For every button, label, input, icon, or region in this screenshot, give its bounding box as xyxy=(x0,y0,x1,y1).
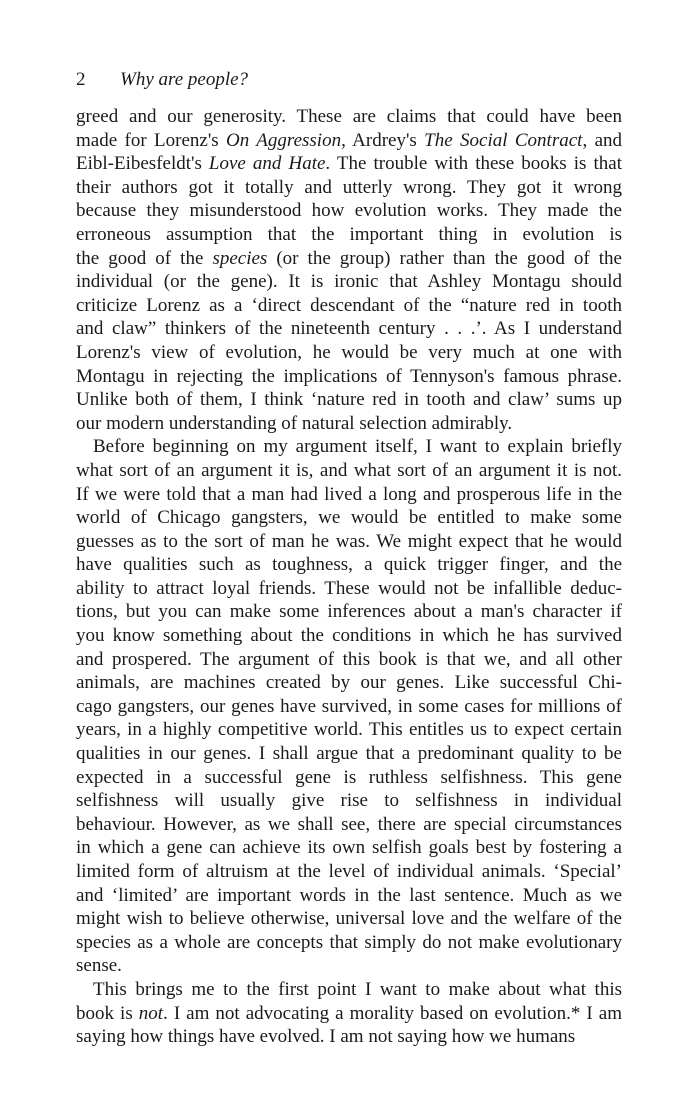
text-run: erroneous assumption that the important thing in evolution is xyxy=(76,223,622,245)
body-text xyxy=(76,105,622,1049)
text-run: because they misunderstood how evolution works. They made the xyxy=(76,200,622,222)
text-run: species as a whole are concepts that simply do not make evolutionary xyxy=(76,931,622,953)
paragraph xyxy=(76,978,622,1049)
text-line xyxy=(76,648,622,672)
text-line xyxy=(76,506,622,530)
text-line xyxy=(76,577,622,601)
text-run: our modern understanding of natural selection admirably. xyxy=(76,412,513,434)
text-run: Before beginning on my argument itself, I want to explain briefly xyxy=(93,436,622,458)
text-line xyxy=(76,199,622,223)
italic-text: On Aggression xyxy=(226,129,342,151)
text-line xyxy=(76,530,622,554)
text-run: saying how things have evolved. I am not saying how we humans xyxy=(76,1026,576,1048)
text-run: individual (or the gene). It is ironic that Ashley Montagu should xyxy=(76,271,622,293)
text-run: in which a gene can achieve its own selfish goals best by fostering a xyxy=(76,837,622,859)
text-run: and ‘limited’ are important words in the last sentence. Much as we xyxy=(76,884,622,906)
text-run: (or the group) rather than the good of the xyxy=(267,247,622,269)
text-line xyxy=(76,553,622,577)
text-run: the good of the xyxy=(76,247,213,269)
text-line xyxy=(76,884,622,908)
text-run: , and xyxy=(582,129,623,151)
text-line xyxy=(76,483,622,507)
text-run: This brings me to the first point I want to make about what this xyxy=(93,978,622,1000)
chapter-title: Why are people? xyxy=(120,69,249,90)
text-run: limited form of altruism at the level of individual animals. ‘Special’ xyxy=(76,861,622,882)
text-line xyxy=(76,671,622,695)
text-line xyxy=(76,600,622,624)
text-run: . The trouble with these books is that xyxy=(325,153,622,175)
paragraph xyxy=(76,435,622,978)
italic-text: Love and Hate xyxy=(208,153,326,175)
text-run: behaviour. However, as we shall see, there are special circumstances xyxy=(76,813,622,835)
text-line xyxy=(76,931,622,955)
page-number: 2 xyxy=(76,69,86,90)
text-line xyxy=(76,435,622,459)
text-line xyxy=(76,459,622,483)
text-run: ability to attract loyal friends. These would not be infallible deduc- xyxy=(76,577,622,599)
paragraph xyxy=(76,105,622,435)
text-line xyxy=(76,813,622,837)
italic-text: species xyxy=(212,247,268,269)
text-run: selfishness will usually give rise to selfishness in individual xyxy=(76,790,622,812)
text-line xyxy=(76,624,622,648)
text-run: guesses as to the sort of man he was. We might expect that he would xyxy=(76,530,622,552)
text-run: criticize Lorenz as a ‘direct descendant of the “nature red in tooth xyxy=(76,294,622,316)
text-line xyxy=(76,1002,622,1026)
text-line xyxy=(76,105,622,129)
text-line xyxy=(76,766,622,790)
text-run: and prospered. The argument of this book is that we, and all other xyxy=(76,648,622,670)
text-run: years, in a highly competitive world. This entitles us to expect certain xyxy=(76,719,622,741)
text-run: and claw” thinkers of the nineteenth century . . .’. As I understand xyxy=(76,318,622,340)
text-line xyxy=(76,789,622,813)
text-run: sense. xyxy=(76,955,122,977)
text-run: their authors got it totally and utterly wrong. They got it wrong xyxy=(76,176,622,198)
text-run: made for Lorenz's xyxy=(76,129,227,151)
text-run: book is xyxy=(76,1002,139,1024)
text-line xyxy=(76,317,622,341)
text-line xyxy=(76,907,622,931)
text-line xyxy=(76,365,622,389)
text-line xyxy=(76,954,622,978)
text-run: Montagu in rejecting the implications of Tennyson's famous phrase. xyxy=(76,365,622,387)
italic-text: not xyxy=(138,1002,164,1024)
text-run: you know something about the conditions in which he has survived xyxy=(76,625,622,647)
text-line xyxy=(76,412,622,436)
text-line xyxy=(76,695,622,719)
text-run: cago gangsters, our genes have survived, in some cases for millions of xyxy=(76,695,622,717)
text-run: what sort of an argument it is, and what sort of an argument it is not. xyxy=(76,459,622,481)
text-run: qualities in our genes. I shall argue that a predominant quality to be xyxy=(76,743,622,765)
text-run: world of Chicago gangsters, we would be entitled to make some xyxy=(76,507,622,529)
text-run: Lorenz's view of evolution, he would be very much at one with xyxy=(76,341,622,363)
text-run: If we were told that a man had lived a long and prosperous life in the xyxy=(76,483,622,505)
text-line xyxy=(76,270,622,294)
text-run: , Ardrey's xyxy=(341,129,425,151)
text-run: greed and our generosity. These are claims that could have been xyxy=(76,106,622,127)
text-line xyxy=(76,341,622,365)
text-line xyxy=(76,176,622,200)
text-line xyxy=(76,129,622,153)
text-run: tions, but you can make some inferences about a man's character if xyxy=(76,601,622,623)
text-line xyxy=(76,978,622,1002)
text-line xyxy=(76,860,622,884)
text-line xyxy=(76,294,622,318)
text-run: Eibl-Eibesfeldt's xyxy=(76,153,209,175)
text-run: have qualities such as toughness, a quick trigger finger, and the xyxy=(76,554,622,576)
text-line xyxy=(76,388,622,412)
text-line xyxy=(76,223,622,247)
text-run: . I am not advocating a morality based on evolution.* I am xyxy=(163,1002,622,1024)
italic-text: The Social Contract xyxy=(424,129,583,151)
text-run: Unlike both of them, I think ‘nature red in tooth and claw’ sums up xyxy=(76,389,622,411)
text-run: animals, are machines created by our genes. Like successful Chi- xyxy=(76,672,622,694)
text-line xyxy=(76,742,622,766)
text-line xyxy=(76,1025,622,1049)
text-line xyxy=(76,152,622,176)
text-line xyxy=(76,718,622,742)
text-run: might wish to believe otherwise, universal love and the welfare of the xyxy=(76,908,622,930)
text-line xyxy=(76,247,622,271)
running-head xyxy=(76,68,248,92)
text-run: expected in a successful gene is ruthless selfishness. This gene xyxy=(76,766,622,788)
text-line xyxy=(76,836,622,860)
